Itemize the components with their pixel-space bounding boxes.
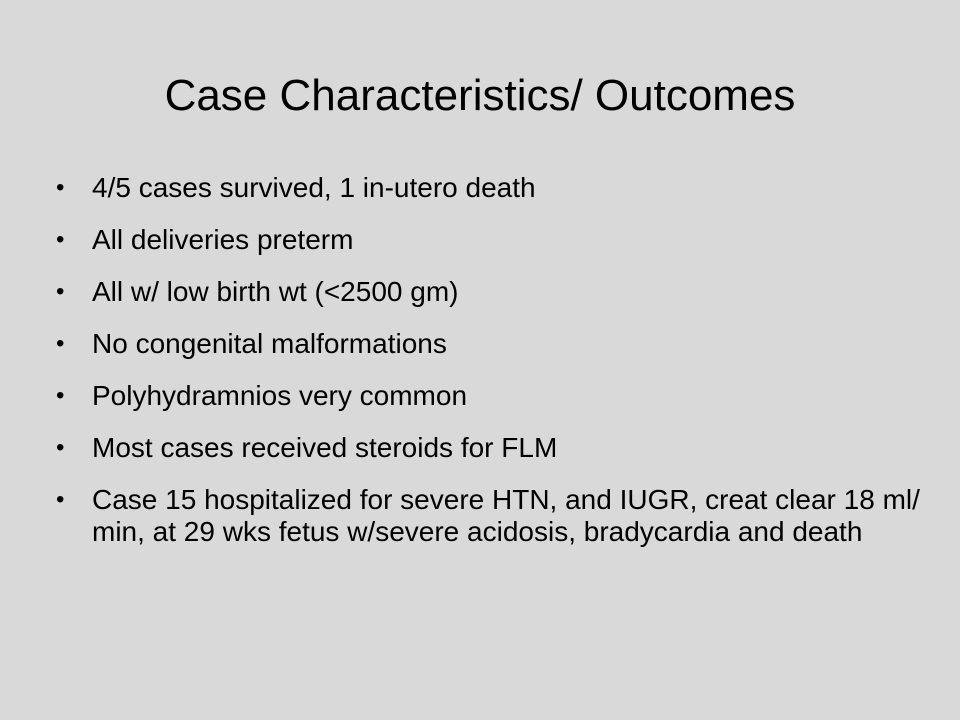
bullet-icon: •: [56, 330, 65, 357]
bullet-text: Most cases received steroids for FLM: [92, 432, 558, 463]
bullet-icon: •: [56, 174, 65, 201]
bullet-item: [56, 380, 926, 412]
bullet-item: [56, 484, 926, 548]
bullet-text: All w/ low birth wt (<2500 gm): [92, 276, 459, 307]
slide-title: Case Characteristics/ Outcomes: [164, 71, 796, 120]
bullet-list: [56, 172, 926, 568]
bullet-item: [56, 172, 926, 204]
bullet-text: Polyhydramnios very common: [92, 380, 468, 411]
bullet-icon: •: [56, 278, 65, 305]
bullet-icon: •: [56, 226, 65, 253]
bullet-item: [56, 432, 926, 464]
bullet-text: Case 15 hospitalized for severe HTN, and IUGR, creat clear 18 ml/ min, at 29 wks fetus w/severe acidosis, bradycardia and death: [92, 484, 920, 547]
bullet-item: [56, 276, 926, 308]
bullet-item: [56, 328, 926, 360]
bullet-text: 4/5 cases survived, 1 in-utero death: [92, 172, 536, 203]
bullet-text: No congenital malformations: [92, 328, 447, 359]
bullet-item: [56, 224, 926, 256]
bullet-text: All deliveries preterm: [92, 224, 354, 255]
bullet-icon: •: [56, 434, 65, 461]
bullet-icon: •: [56, 486, 65, 513]
bullet-icon: •: [56, 382, 65, 409]
